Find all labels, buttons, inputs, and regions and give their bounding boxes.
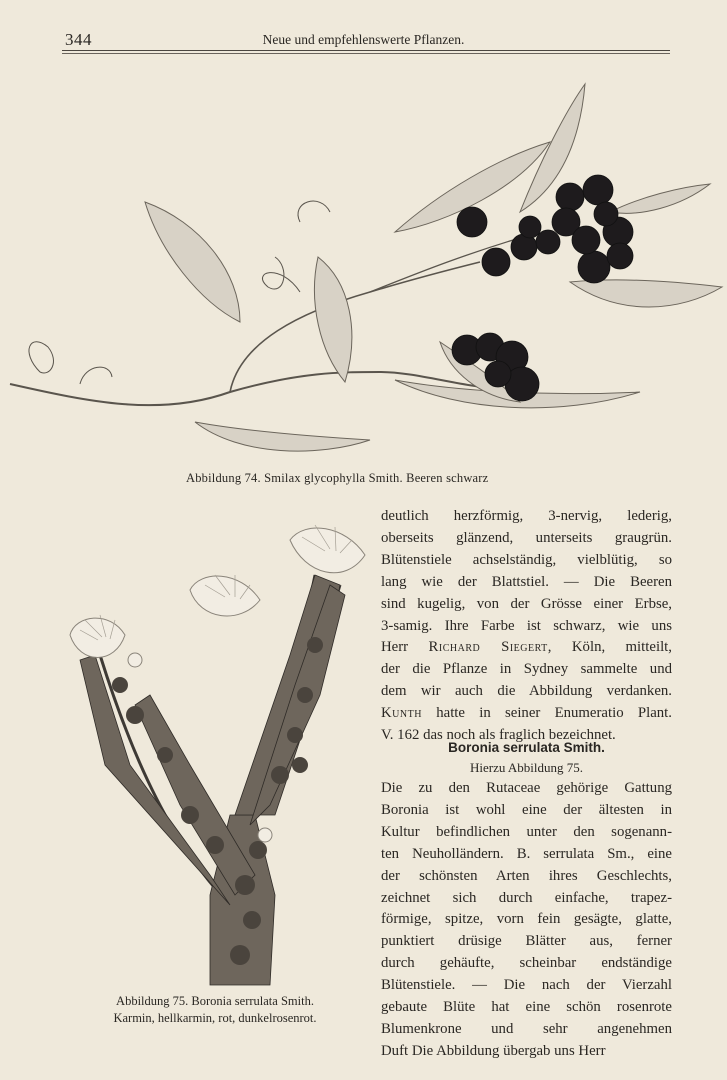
smilax-description (381, 506, 672, 747)
text-line: punktiert drüsige Blätter aus, ferner (381, 933, 672, 950)
text-line: förmige, spitze, vorn fein gesägte, glatte, (381, 911, 672, 928)
text-line: Blütenstiele. — Die nach der Vierzahl (381, 977, 672, 994)
text-line: der die Pflanze in Sydney sammelte und (381, 661, 672, 678)
text-line: Kultur befindlichen unter den sogenann- (381, 823, 672, 840)
text-line: Blumenkrone und sehr angenehmen (381, 1020, 672, 1037)
section-subtitle: Hierzu Abbildung 75. (469, 760, 583, 775)
boronia-illustration (40, 515, 380, 995)
header-rule (62, 50, 670, 51)
figure-75-caption-line2: Karmin, hellkarmin, rot, dunkelrosenrot. (113, 1011, 317, 1025)
text-line: V. 162 das noch als fraglich bezeichnet. (381, 727, 616, 744)
text-line: gebaute Blüte hat eine schön rosenrote (381, 999, 672, 1016)
page-number: 344 (65, 30, 92, 49)
section-title: Boronia serrulata Smith. (448, 740, 605, 755)
header-rule-thin (62, 53, 670, 54)
figure-74-caption: Abbildung 74. Smilax glycophylla Smith. Beeren schwarz (186, 471, 489, 485)
smilax-illustration (0, 72, 727, 472)
text-line: ten Neuholländern. B. serrulata Sm., eine (381, 845, 672, 862)
text-line: zeichnet sich durch einfache, trapez- (381, 889, 672, 906)
text-line: lang wie der Blattstiel. — Die Beeren (381, 573, 672, 590)
text-line: deutlich herzförmig, 3-nervig, lederig, (381, 508, 672, 524)
text-line: Die zu den Rutaceae gehörige Gattung (381, 780, 672, 796)
figure-75-caption-line1: Abbildung 75. Boronia serrulata Smith. (116, 994, 314, 1008)
text-line: Herr Richard Siegert, Köln, mitteilt, (381, 639, 672, 656)
text-line: oberseits glänzend, unterseits graugrün. (381, 529, 672, 546)
text-line: Duft Die Abbildung übergab uns Herr (381, 1042, 606, 1059)
boronia-description (381, 778, 672, 1063)
text-line: Blütenstiele achselständig, vielblütig, so (381, 551, 672, 568)
text-line: dem wir auch die Abbildung verdanken. (381, 683, 672, 700)
text-line: Boronia ist wohl eine der ältesten in (381, 801, 672, 818)
text-line: Kunth hatte in seiner Enumeratio Plant. (381, 705, 672, 722)
text-line: der schönsten Arten ihres Geschlechts, (381, 867, 672, 884)
text-line: 3-samig. Ihre Farbe ist schwarz, wie uns (381, 617, 672, 634)
figure-75-caption (60, 993, 370, 1027)
running-title: Neue und empfehlenswerte Pflanzen. (262, 32, 465, 47)
text-line: sind kugelig, von der Grösse einer Erbse, (381, 595, 672, 612)
text-line: durch gehäufte, scheinbar endständige (381, 955, 672, 972)
